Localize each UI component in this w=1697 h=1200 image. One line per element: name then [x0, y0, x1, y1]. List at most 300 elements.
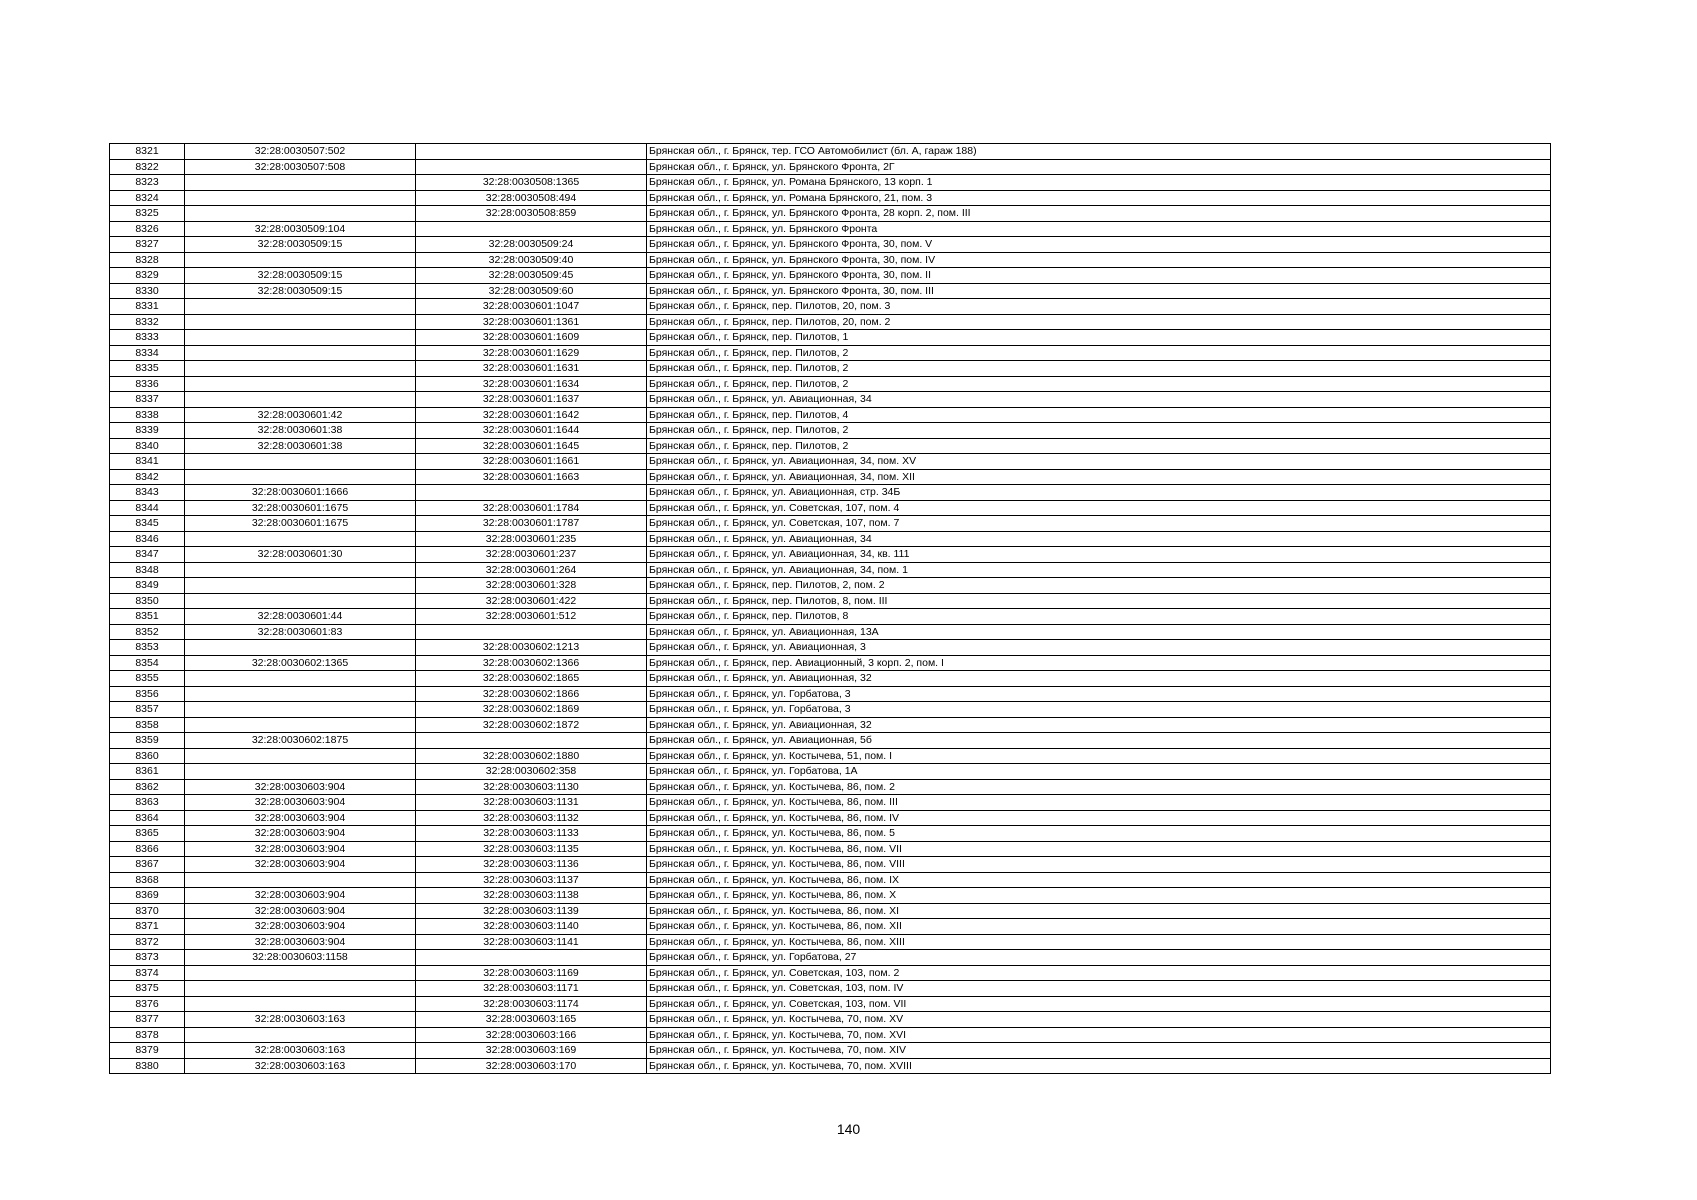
address-cell: Брянская обл., г. Брянск, ул. Брянского Фронта, 30, пом. V: [647, 237, 1551, 253]
cadastral-number-cell: 32:28:0030603:1136: [416, 857, 647, 873]
table-row: [110, 345, 1551, 361]
address-cell: Брянская обл., г. Брянск, ул. Авиационная, 34: [647, 392, 1551, 408]
table-row: [110, 872, 1551, 888]
cadastral-number-cell: 32:28:0030601:235: [416, 531, 647, 547]
address-cell: Брянская обл., г. Брянск, ул. Костычева, 86, пом. IV: [647, 810, 1551, 826]
row-number-cell: 8335: [110, 361, 185, 377]
parent-cadastral-number-cell: [185, 671, 416, 687]
parent-cadastral-number-cell: [185, 190, 416, 206]
row-number-cell: 8321: [110, 144, 185, 160]
table-row: [110, 934, 1551, 950]
table-row: [110, 826, 1551, 842]
row-number-cell: 8338: [110, 407, 185, 423]
cadastral-number-cell: [416, 733, 647, 749]
table-row: [110, 919, 1551, 935]
table-row: [110, 423, 1551, 439]
address-cell: Брянская обл., г. Брянск, ул. Костычева, 86, пом. III: [647, 795, 1551, 811]
table-row: [110, 593, 1551, 609]
row-number-cell: 8353: [110, 640, 185, 656]
cadastral-number-cell: 32:28:0030603:1174: [416, 996, 647, 1012]
table-row: [110, 702, 1551, 718]
parent-cadastral-number-cell: [185, 748, 416, 764]
cadastral-number-cell: 32:28:0030603:1133: [416, 826, 647, 842]
cadastral-number-cell: 32:28:0030601:1047: [416, 299, 647, 315]
row-number-cell: 8328: [110, 252, 185, 268]
table-row: [110, 314, 1551, 330]
row-number-cell: 8364: [110, 810, 185, 826]
row-number-cell: 8369: [110, 888, 185, 904]
row-number-cell: 8340: [110, 438, 185, 454]
table-row: [110, 485, 1551, 501]
table-row: [110, 1058, 1551, 1074]
table-row: [110, 407, 1551, 423]
table-row: [110, 779, 1551, 795]
cadastral-number-cell: 32:28:0030601:1629: [416, 345, 647, 361]
table-row: [110, 748, 1551, 764]
table-row: [110, 981, 1551, 997]
row-number-cell: 8331: [110, 299, 185, 315]
cadastral-number-cell: [416, 221, 647, 237]
address-cell: Брянская обл., г. Брянск, ул. Брянского Фронта, 30, пом. III: [647, 283, 1551, 299]
parent-cadastral-number-cell: 32:28:0030507:502: [185, 144, 416, 160]
parent-cadastral-number-cell: [185, 981, 416, 997]
table-row: [110, 252, 1551, 268]
parent-cadastral-number-cell: 32:28:0030509:15: [185, 237, 416, 253]
address-cell: Брянская обл., г. Брянск, ул. Костычева, 86, пом. X: [647, 888, 1551, 904]
cadastral-number-cell: 32:28:0030603:166: [416, 1027, 647, 1043]
parent-cadastral-number-cell: 32:28:0030601:42: [185, 407, 416, 423]
table-row: [110, 965, 1551, 981]
row-number-cell: 8358: [110, 717, 185, 733]
address-cell: Брянская обл., г. Брянск, ул. Костычева, 86, пом. VII: [647, 841, 1551, 857]
table-row: [110, 903, 1551, 919]
address-cell: Брянская обл., г. Брянск, ул. Брянского Фронта, 28 корп. 2, пом. III: [647, 206, 1551, 222]
address-cell: Брянская обл., г. Брянск, ул. Советская, 103, пом. 2: [647, 965, 1551, 981]
cadastral-number-cell: 32:28:0030601:1663: [416, 469, 647, 485]
parent-cadastral-number-cell: [185, 996, 416, 1012]
address-cell: Брянская обл., г. Брянск, ул. Костычева, 51, пом. I: [647, 748, 1551, 764]
cadastral-number-cell: 32:28:0030601:1634: [416, 376, 647, 392]
address-cell: Брянская обл., г. Брянск, ул. Костычева, 86, пом. IX: [647, 872, 1551, 888]
table-row: [110, 283, 1551, 299]
table-row: [110, 547, 1551, 563]
row-number-cell: 8333: [110, 330, 185, 346]
address-cell: Брянская обл., г. Брянск, пер. Пилотов, 2: [647, 438, 1551, 454]
cadastral-number-cell: 32:28:0030509:60: [416, 283, 647, 299]
table-row: [110, 469, 1551, 485]
address-cell: Брянская обл., г. Брянск, пер. Пилотов, 4: [647, 407, 1551, 423]
parent-cadastral-number-cell: 32:28:0030602:1365: [185, 655, 416, 671]
table-row: [110, 268, 1551, 284]
row-number-cell: 8351: [110, 609, 185, 625]
table-row: [110, 1027, 1551, 1043]
cadastral-number-cell: 32:28:0030601:1661: [416, 454, 647, 470]
cadastral-number-cell: 32:28:0030601:1642: [416, 407, 647, 423]
parent-cadastral-number-cell: [185, 640, 416, 656]
cadastral-table: [109, 143, 1551, 1074]
address-cell: Брянская обл., г. Брянск, пер. Пилотов, 8, пом. III: [647, 593, 1551, 609]
table-row: [110, 609, 1551, 625]
address-cell: Брянская обл., г. Брянск, пер. Пилотов, 2, пом. 2: [647, 578, 1551, 594]
parent-cadastral-number-cell: [185, 330, 416, 346]
parent-cadastral-number-cell: 32:28:0030603:904: [185, 841, 416, 857]
row-number-cell: 8355: [110, 671, 185, 687]
row-number-cell: 8363: [110, 795, 185, 811]
cadastral-number-cell: 32:28:0030603:1138: [416, 888, 647, 904]
table-row: [110, 810, 1551, 826]
row-number-cell: 8325: [110, 206, 185, 222]
row-number-cell: 8337: [110, 392, 185, 408]
address-cell: Брянская обл., г. Брянск, ул. Авиационная, 34, пом. 1: [647, 562, 1551, 578]
parent-cadastral-number-cell: 32:28:0030603:904: [185, 934, 416, 950]
row-number-cell: 8368: [110, 872, 185, 888]
parent-cadastral-number-cell: 32:28:0030603:904: [185, 826, 416, 842]
parent-cadastral-number-cell: [185, 965, 416, 981]
parent-cadastral-number-cell: 32:28:0030603:163: [185, 1012, 416, 1028]
address-cell: Брянская обл., г. Брянск, ул. Костычева, 86, пом. 5: [647, 826, 1551, 842]
parent-cadastral-number-cell: [185, 764, 416, 780]
address-cell: Брянская обл., г. Брянск, ул. Костычева, 70, пом. XVIII: [647, 1058, 1551, 1074]
table-row: [110, 624, 1551, 640]
table-row: [110, 717, 1551, 733]
parent-cadastral-number-cell: [185, 175, 416, 191]
parent-cadastral-number-cell: [185, 578, 416, 594]
parent-cadastral-number-cell: 32:28:0030601:38: [185, 423, 416, 439]
cadastral-number-cell: 32:28:0030509:45: [416, 268, 647, 284]
address-cell: Брянская обл., г. Брянск, ул. Горбатова, 1А: [647, 764, 1551, 780]
address-cell: Брянская обл., г. Брянск, ул. Брянского Фронта, 30, пом. II: [647, 268, 1551, 284]
address-cell: Брянская обл., г. Брянск, ул. Брянского Фронта, 30, пом. IV: [647, 252, 1551, 268]
address-cell: Брянская обл., г. Брянск, ул. Советская, 107, пом. 7: [647, 516, 1551, 532]
cadastral-number-cell: 32:28:0030603:170: [416, 1058, 647, 1074]
parent-cadastral-number-cell: [185, 376, 416, 392]
parent-cadastral-number-cell: [185, 252, 416, 268]
row-number-cell: 8375: [110, 981, 185, 997]
row-number-cell: 8370: [110, 903, 185, 919]
table-row: [110, 299, 1551, 315]
table-row: [110, 857, 1551, 873]
table-row: [110, 376, 1551, 392]
cadastral-number-cell: 32:28:0030601:1784: [416, 500, 647, 516]
row-number-cell: 8346: [110, 531, 185, 547]
cadastral-number-cell: [416, 624, 647, 640]
cadastral-number-cell: 32:28:0030601:1631: [416, 361, 647, 377]
row-number-cell: 8354: [110, 655, 185, 671]
cadastral-number-cell: 32:28:0030602:1880: [416, 748, 647, 764]
parent-cadastral-number-cell: 32:28:0030603:163: [185, 1058, 416, 1074]
table-row: [110, 221, 1551, 237]
address-cell: Брянская обл., г. Брянск, ул. Авиационная, 34, пом. XV: [647, 454, 1551, 470]
cadastral-number-cell: 32:28:0030602:1366: [416, 655, 647, 671]
table-row: [110, 454, 1551, 470]
address-cell: Брянская обл., г. Брянск, пер. Пилотов, 2: [647, 376, 1551, 392]
parent-cadastral-number-cell: 32:28:0030603:904: [185, 888, 416, 904]
cadastral-number-cell: 32:28:0030602:1213: [416, 640, 647, 656]
address-cell: Брянская обл., г. Брянск, ул. Горбатова, 27: [647, 950, 1551, 966]
parent-cadastral-number-cell: [185, 454, 416, 470]
cadastral-number-cell: 32:28:0030603:1139: [416, 903, 647, 919]
table-row: [110, 237, 1551, 253]
row-number-cell: 8334: [110, 345, 185, 361]
cadastral-number-cell: 32:28:0030509:24: [416, 237, 647, 253]
row-number-cell: 8360: [110, 748, 185, 764]
parent-cadastral-number-cell: 32:28:0030603:904: [185, 810, 416, 826]
parent-cadastral-number-cell: 32:28:0030509:15: [185, 283, 416, 299]
parent-cadastral-number-cell: 32:28:0030603:1158: [185, 950, 416, 966]
table-row: [110, 206, 1551, 222]
row-number-cell: 8365: [110, 826, 185, 842]
address-cell: Брянская обл., г. Брянск, тер. ГСО Автомобилист (бл. А, гараж 188): [647, 144, 1551, 160]
address-cell: Брянская обл., г. Брянск, ул. Костычева, 86, пом. XI: [647, 903, 1551, 919]
address-cell: Брянская обл., г. Брянск, ул. Авиационная, 5б: [647, 733, 1551, 749]
parent-cadastral-number-cell: 32:28:0030603:904: [185, 795, 416, 811]
row-number-cell: 8379: [110, 1043, 185, 1059]
table-body: [110, 144, 1551, 1074]
parent-cadastral-number-cell: 32:28:0030602:1875: [185, 733, 416, 749]
row-number-cell: 8380: [110, 1058, 185, 1074]
parent-cadastral-number-cell: 32:28:0030603:904: [185, 779, 416, 795]
row-number-cell: 8359: [110, 733, 185, 749]
row-number-cell: 8371: [110, 919, 185, 935]
row-number-cell: 8343: [110, 485, 185, 501]
row-number-cell: 8347: [110, 547, 185, 563]
cadastral-number-cell: 32:28:0030603:1131: [416, 795, 647, 811]
row-number-cell: 8376: [110, 996, 185, 1012]
cadastral-number-cell: 32:28:0030603:1169: [416, 965, 647, 981]
address-cell: Брянская обл., г. Брянск, ул. Авиационная, 34: [647, 531, 1551, 547]
address-cell: Брянская обл., г. Брянск, ул. Костычева, 86, пом. VIII: [647, 857, 1551, 873]
row-number-cell: 8378: [110, 1027, 185, 1043]
row-number-cell: 8330: [110, 283, 185, 299]
parent-cadastral-number-cell: [185, 345, 416, 361]
address-cell: Брянская обл., г. Брянск, ул. Авиационная, 34, кв. 111: [647, 547, 1551, 563]
address-cell: Брянская обл., г. Брянск, ул. Авиационная, 32: [647, 671, 1551, 687]
table-row: [110, 795, 1551, 811]
cadastral-number-cell: 32:28:0030508:859: [416, 206, 647, 222]
row-number-cell: 8367: [110, 857, 185, 873]
table-row: [110, 950, 1551, 966]
cadastral-number-cell: [416, 159, 647, 175]
cadastral-number-cell: [416, 144, 647, 160]
parent-cadastral-number-cell: [185, 392, 416, 408]
cadastral-number-cell: 32:28:0030601:1361: [416, 314, 647, 330]
parent-cadastral-number-cell: [185, 1027, 416, 1043]
cadastral-number-cell: 32:28:0030601:1609: [416, 330, 647, 346]
cadastral-number-cell: 32:28:0030603:1171: [416, 981, 647, 997]
address-cell: Брянская обл., г. Брянск, пер. Пилотов, 2: [647, 345, 1551, 361]
address-cell: Брянская обл., г. Брянск, ул. Авиационная, 32: [647, 717, 1551, 733]
address-cell: Брянская обл., г. Брянск, ул. Авиационная, стр. 34Б: [647, 485, 1551, 501]
table-row: [110, 733, 1551, 749]
cadastral-number-cell: 32:28:0030601:237: [416, 547, 647, 563]
parent-cadastral-number-cell: 32:28:0030601:30: [185, 547, 416, 563]
parent-cadastral-number-cell: [185, 562, 416, 578]
parent-cadastral-number-cell: 32:28:0030603:904: [185, 919, 416, 935]
cadastral-number-cell: 32:28:0030603:1130: [416, 779, 647, 795]
table-row: [110, 144, 1551, 160]
cadastral-number-cell: 32:28:0030509:40: [416, 252, 647, 268]
table-row: [110, 392, 1551, 408]
parent-cadastral-number-cell: [185, 314, 416, 330]
address-cell: Брянская обл., г. Брянск, ул. Советская, 107, пом. 4: [647, 500, 1551, 516]
cadastral-number-cell: 32:28:0030601:1637: [416, 392, 647, 408]
table-row: [110, 841, 1551, 857]
row-number-cell: 8377: [110, 1012, 185, 1028]
address-cell: Брянская обл., г. Брянск, ул. Советская, 103, пом. IV: [647, 981, 1551, 997]
address-cell: Брянская обл., г. Брянск, ул. Костычева, 86, пом. 2: [647, 779, 1551, 795]
address-cell: Брянская обл., г. Брянск, ул. Советская, 103, пом. VII: [647, 996, 1551, 1012]
parent-cadastral-number-cell: 32:28:0030509:104: [185, 221, 416, 237]
table-row: [110, 500, 1551, 516]
parent-cadastral-number-cell: [185, 299, 416, 315]
cadastral-number-cell: 32:28:0030603:1135: [416, 841, 647, 857]
parent-cadastral-number-cell: 32:28:0030601:44: [185, 609, 416, 625]
row-number-cell: 8332: [110, 314, 185, 330]
row-number-cell: 8341: [110, 454, 185, 470]
table-row: [110, 686, 1551, 702]
parent-cadastral-number-cell: [185, 717, 416, 733]
row-number-cell: 8339: [110, 423, 185, 439]
address-cell: Брянская обл., г. Брянск, ул. Авиационная, 3: [647, 640, 1551, 656]
cadastral-number-cell: 32:28:0030603:169: [416, 1043, 647, 1059]
table-row: [110, 640, 1551, 656]
table-row: [110, 578, 1551, 594]
table-row: [110, 562, 1551, 578]
cadastral-number-cell: 32:28:0030601:1787: [416, 516, 647, 532]
parent-cadastral-number-cell: 32:28:0030507:508: [185, 159, 416, 175]
parent-cadastral-number-cell: 32:28:0030603:163: [185, 1043, 416, 1059]
cadastral-number-cell: [416, 485, 647, 501]
table-row: [110, 190, 1551, 206]
row-number-cell: 8342: [110, 469, 185, 485]
parent-cadastral-number-cell: 32:28:0030601:1675: [185, 500, 416, 516]
row-number-cell: 8344: [110, 500, 185, 516]
address-cell: Брянская обл., г. Брянск, ул. Брянского Фронта: [647, 221, 1551, 237]
cadastral-number-cell: 32:28:0030603:165: [416, 1012, 647, 1028]
table-row: [110, 175, 1551, 191]
page-number: 140: [836, 1121, 861, 1137]
cadastral-number-cell: 32:28:0030602:358: [416, 764, 647, 780]
table-row: [110, 531, 1551, 547]
parent-cadastral-number-cell: 32:28:0030601:1666: [185, 485, 416, 501]
table-row: [110, 1012, 1551, 1028]
row-number-cell: 8336: [110, 376, 185, 392]
address-cell: Брянская обл., г. Брянск, ул. Романа Брянского, 21, пом. 3: [647, 190, 1551, 206]
row-number-cell: 8349: [110, 578, 185, 594]
cadastral-number-cell: 32:28:0030601:422: [416, 593, 647, 609]
table-row: [110, 888, 1551, 904]
parent-cadastral-number-cell: [185, 686, 416, 702]
address-cell: Брянская обл., г. Брянск, пер. Пилотов, 2: [647, 361, 1551, 377]
cadastral-number-cell: 32:28:0030602:1869: [416, 702, 647, 718]
table-row: [110, 361, 1551, 377]
parent-cadastral-number-cell: [185, 593, 416, 609]
cadastral-number-cell: 32:28:0030601:1645: [416, 438, 647, 454]
cadastral-number-cell: 32:28:0030603:1141: [416, 934, 647, 950]
address-cell: Брянская обл., г. Брянск, пер. Пилотов, 1: [647, 330, 1551, 346]
address-cell: Брянская обл., г. Брянск, пер. Пилотов, 2: [647, 423, 1551, 439]
cadastral-number-cell: 32:28:0030601:264: [416, 562, 647, 578]
parent-cadastral-number-cell: 32:28:0030603:904: [185, 903, 416, 919]
table-row: [110, 330, 1551, 346]
cadastral-number-cell: 32:28:0030602:1865: [416, 671, 647, 687]
parent-cadastral-number-cell: 32:28:0030509:15: [185, 268, 416, 284]
address-cell: Брянская обл., г. Брянск, ул. Брянского Фронта, 2Г: [647, 159, 1551, 175]
row-number-cell: 8322: [110, 159, 185, 175]
table-row: [110, 1043, 1551, 1059]
address-cell: Брянская обл., г. Брянск, ул. Костычева, 86, пом. XIII: [647, 934, 1551, 950]
cadastral-number-cell: 32:28:0030601:512: [416, 609, 647, 625]
address-cell: Брянская обл., г. Брянск, ул. Романа Брянского, 13 корп. 1: [647, 175, 1551, 191]
table-row: [110, 655, 1551, 671]
cadastral-number-cell: 32:28:0030601:1644: [416, 423, 647, 439]
row-number-cell: 8356: [110, 686, 185, 702]
table-row: [110, 996, 1551, 1012]
cadastral-number-cell: 32:28:0030508:494: [416, 190, 647, 206]
table-row: [110, 438, 1551, 454]
address-cell: Брянская обл., г. Брянск, пер. Пилотов, 20, пом. 3: [647, 299, 1551, 315]
row-number-cell: 8362: [110, 779, 185, 795]
row-number-cell: 8326: [110, 221, 185, 237]
address-cell: Брянская обл., г. Брянск, ул. Костычева, 70, пом. XV: [647, 1012, 1551, 1028]
parent-cadastral-number-cell: [185, 872, 416, 888]
parent-cadastral-number-cell: [185, 702, 416, 718]
row-number-cell: 8350: [110, 593, 185, 609]
cadastral-number-cell: 32:28:0030601:328: [416, 578, 647, 594]
address-cell: Брянская обл., г. Брянск, пер. Авиационный, 3 корп. 2, пом. I: [647, 655, 1551, 671]
address-cell: Брянская обл., г. Брянск, ул. Горбатова, 3: [647, 702, 1551, 718]
row-number-cell: 8329: [110, 268, 185, 284]
address-cell: Брянская обл., г. Брянск, ул. Костычева, 86, пом. XII: [647, 919, 1551, 935]
row-number-cell: 8372: [110, 934, 185, 950]
address-cell: Брянская обл., г. Брянск, ул. Костычева, 70, пом. XVI: [647, 1027, 1551, 1043]
table-row: [110, 764, 1551, 780]
row-number-cell: 8324: [110, 190, 185, 206]
cadastral-number-cell: 32:28:0030603:1132: [416, 810, 647, 826]
table-row: [110, 516, 1551, 532]
cadastral-number-cell: 32:28:0030603:1137: [416, 872, 647, 888]
row-number-cell: 8345: [110, 516, 185, 532]
parent-cadastral-number-cell: 32:28:0030601:38: [185, 438, 416, 454]
cadastral-number-cell: 32:28:0030602:1872: [416, 717, 647, 733]
row-number-cell: 8373: [110, 950, 185, 966]
cadastral-number-cell: 32:28:0030508:1365: [416, 175, 647, 191]
parent-cadastral-number-cell: [185, 469, 416, 485]
row-number-cell: 8323: [110, 175, 185, 191]
address-cell: Брянская обл., г. Брянск, ул. Горбатова, 3: [647, 686, 1551, 702]
address-cell: Брянская обл., г. Брянск, ул. Авиационная, 13А: [647, 624, 1551, 640]
table-row: [110, 159, 1551, 175]
parent-cadastral-number-cell: [185, 206, 416, 222]
row-number-cell: 8352: [110, 624, 185, 640]
address-cell: Брянская обл., г. Брянск, пер. Пилотов, 20, пом. 2: [647, 314, 1551, 330]
cadastral-number-cell: 32:28:0030602:1866: [416, 686, 647, 702]
cadastral-number-cell: [416, 950, 647, 966]
address-cell: Брянская обл., г. Брянск, ул. Авиационная, 34, пом. XII: [647, 469, 1551, 485]
row-number-cell: 8361: [110, 764, 185, 780]
row-number-cell: 8374: [110, 965, 185, 981]
parent-cadastral-number-cell: [185, 531, 416, 547]
table-row: [110, 671, 1551, 687]
row-number-cell: 8357: [110, 702, 185, 718]
parent-cadastral-number-cell: 32:28:0030601:83: [185, 624, 416, 640]
row-number-cell: 8348: [110, 562, 185, 578]
row-number-cell: 8327: [110, 237, 185, 253]
parent-cadastral-number-cell: 32:28:0030601:1675: [185, 516, 416, 532]
address-cell: Брянская обл., г. Брянск, ул. Костычева, 70, пом. XIV: [647, 1043, 1551, 1059]
parent-cadastral-number-cell: 32:28:0030603:904: [185, 857, 416, 873]
cadastral-number-cell: 32:28:0030603:1140: [416, 919, 647, 935]
